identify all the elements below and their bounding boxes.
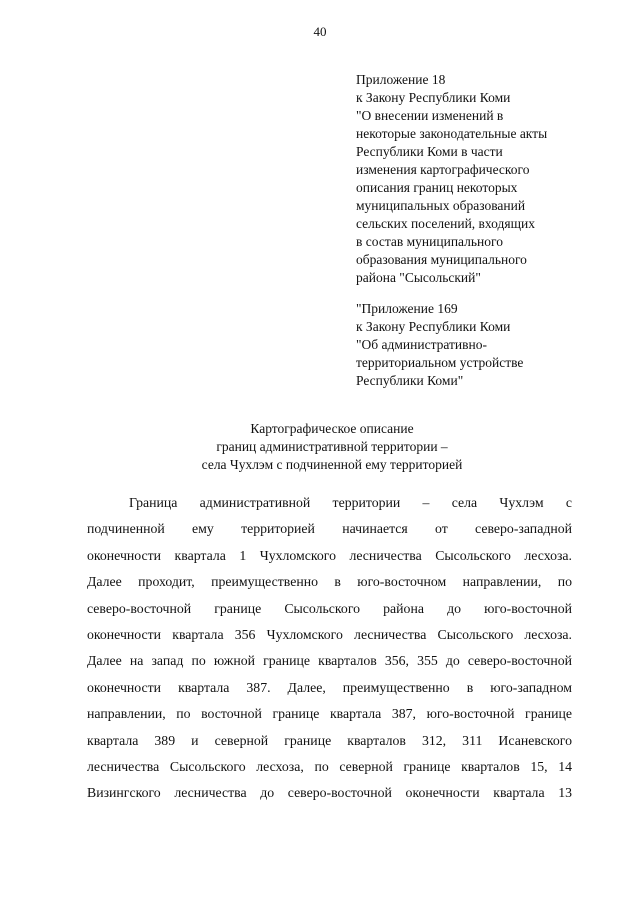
annex-18-line: муниципальных образований [356, 198, 526, 213]
annex-169-line: Республики Коми" [356, 373, 464, 388]
body-line: лесничества Сысольского лесхоза, по северной границе кварталов 15, 14 [87, 758, 572, 774]
body-line: северо-восточной границе Сысольского района до юго-восточной [87, 600, 572, 616]
annex-18-line: изменения картографического [356, 162, 530, 177]
annex-18-line: района "Сысольский" [356, 270, 481, 285]
annex-18-line: Республики Коми в части [356, 144, 503, 159]
body-line: направлении, по восточной границе квартала 387, юго-восточной границе [87, 706, 572, 722]
page-number: 40 [313, 24, 327, 39]
body-line: Визингского лесничества до северо-восточной оконечности квартала 13 [87, 785, 572, 801]
annex-169-line: территориальном устройстве [356, 355, 524, 370]
annex-18-line: образования муниципального [356, 252, 527, 267]
annex-18-line: Приложение 18 [356, 72, 446, 87]
body-paragraph [87, 490, 572, 807]
annex-18-line: сельских поселений, входящих [356, 216, 535, 231]
body-line: оконечности квартала 356 Чухломского лесничества Сысольского лесхоза. [87, 626, 572, 642]
body-line: Далее проходит, преимущественно в юго-восточном направлении, по [87, 574, 572, 590]
annex-18-line: описания границ некоторых [356, 180, 518, 195]
document-title [0, 420, 640, 474]
annex-169-line: "Приложение 169 [356, 301, 458, 316]
annex-18-line: "О внесении изменений в [356, 108, 504, 123]
body-line: Далее на запад по южной границе кварталов 356, 355 до северо-восточной [87, 653, 572, 669]
body-line: подчиненной ему территорией начинается от северо-западной [87, 521, 572, 537]
annex-18-line: в состав муниципального [356, 234, 503, 249]
annex-18-line: некоторые законодательные акты [356, 126, 548, 141]
body-line: Граница административной территории – села Чухлэм с [129, 495, 572, 510]
annex-169-line: "Об административно- [356, 337, 487, 352]
body-line: квартала 389 и северной границе кварталов 312, 311 Исаневского [87, 732, 572, 748]
title-line: границ административной территории – [216, 439, 448, 454]
body-line: оконечности квартала 387. Далее, преимущественно в юго-западном [87, 679, 572, 695]
annex-18-header [356, 71, 626, 287]
annex-169-header [356, 300, 626, 390]
annex-169-line: к Закону Республики Коми [356, 319, 511, 334]
title-line: села Чухлэм с подчиненной ему территорией [201, 457, 463, 472]
body-line: оконечности квартала 1 Чухломского лесничества Сысольского лесхоза. [87, 547, 572, 563]
title-line: Картографическое описание [250, 421, 414, 436]
annex-18-line: к Закону Республики Коми [356, 90, 511, 105]
